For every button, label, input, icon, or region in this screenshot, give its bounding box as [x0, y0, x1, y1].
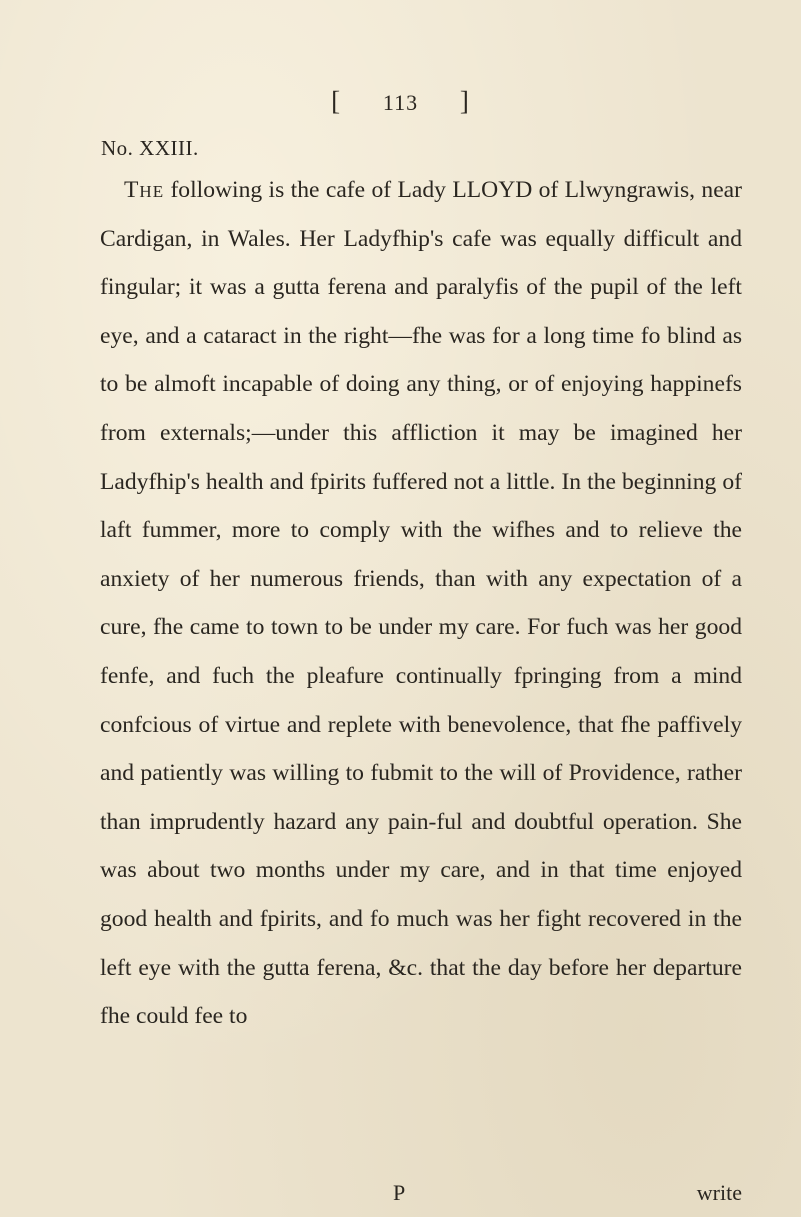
bracket-close: ]: [459, 86, 470, 116]
case-paragraph: [100, 166, 742, 1041]
page-header: [0, 86, 801, 117]
catchword: write: [696, 1180, 742, 1205]
paragraph-text: following is the cafe of Lady LLOYD of Llwyngrawis, near Cardigan, in Wales. Her Ladyfhip's cafe was equally difficult and fingular; it was a gutta ferena and paralyfis of the pupil of the left eye, and a cataract in the right—fhe was for a long time fo blind as to be almoft incapable of doing any thing, or of enjoying happinefs from externals;—under this affliction it may be imagined her Ladyfhip's health and fpirits fuffered not a little. In the beginning of laft fummer, more to comply with the wifhes and to relieve the anxiety of her numerous friends, than with any expectation of a cure, fhe came to town to be under my care. For fuch was her good fenfe, and fuch the pleafure continually fpringing from a mind confcious of virtue and replete with benevolence, that fhe paffively and patiently was willing to fubmit to the will of Providence, rather than imprudently hazard any pain-ful and doubtful operation. She was about two months under my care, and in that time enjoyed good health and fpirits, and fo much was her fight recovered in the left eye with the gutta ferena, &c. that the day before her departure fhe could fee to: [100, 177, 743, 1030]
signature-mark: P: [393, 1180, 406, 1205]
bracket-open: [: [331, 86, 342, 116]
body-text: [100, 166, 742, 1041]
case-number: No. XXIII.: [101, 136, 199, 160]
page-number: 113: [382, 90, 419, 115]
lead-word: The: [124, 177, 165, 203]
page-footer: [0, 1180, 801, 1210]
